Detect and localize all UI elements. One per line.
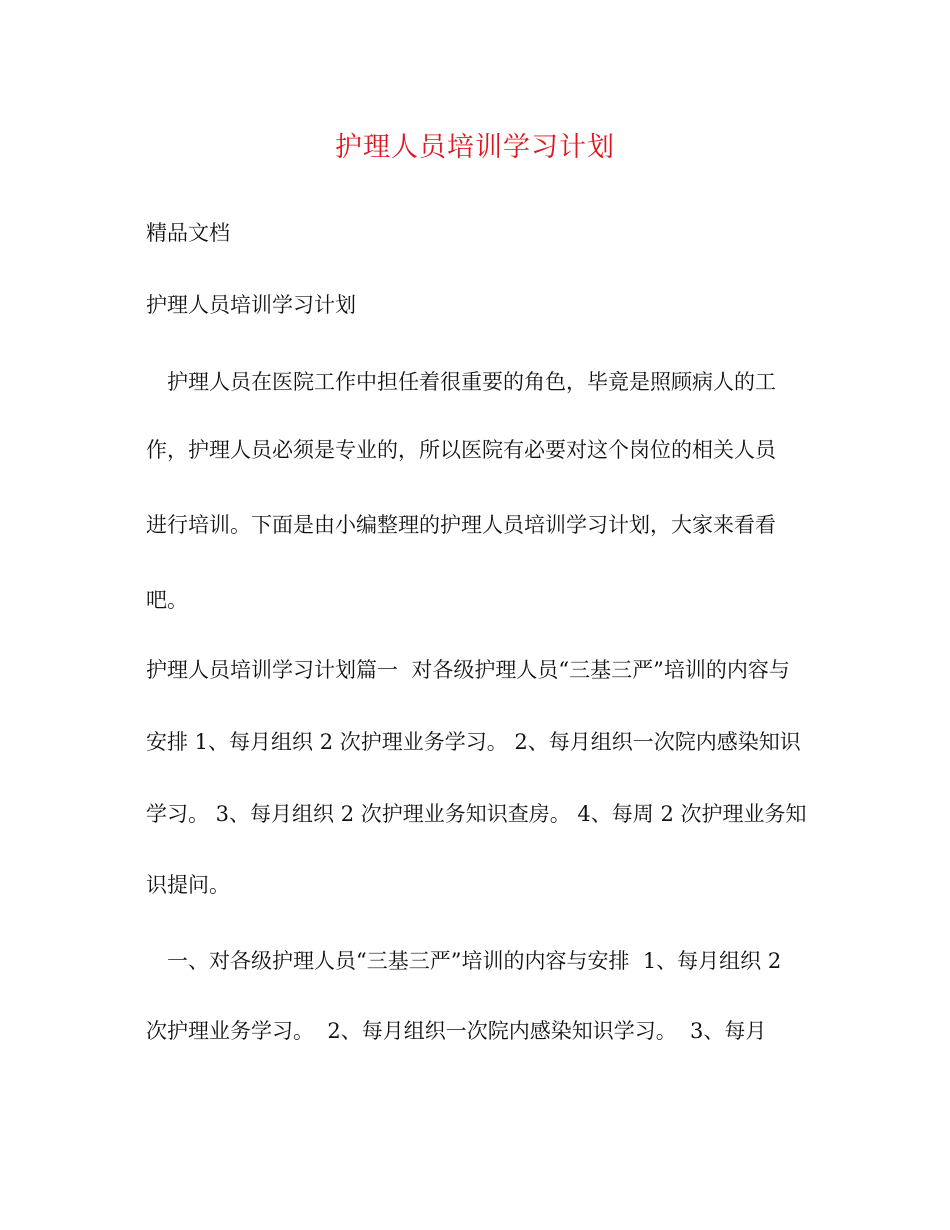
intro-paragraph-line: 进行培训。下面是由小编整理的护理人员培训学习计划，大家来看看	[146, 513, 776, 537]
intro-paragraph-line: 吧。	[146, 588, 188, 612]
doc-label-line: 精品文档	[146, 221, 230, 245]
intro-paragraph-line: 护理人员在医院工作中担任着很重要的角色，毕竟是照顾病人的工	[146, 370, 776, 394]
section-one-line: 安排 1、每月组织 2 次护理业务学习。 2、每月组织一次院内感染知识	[146, 730, 801, 754]
section-one-line: 护理人员培训学习计划篇一 对各级护理人员“三基三严”培训的内容与	[146, 658, 790, 682]
section-one-line: 识提问。	[146, 873, 230, 897]
section-two-line: 一、对各级护理人员“三基三严”培训的内容与安排 1、每月组织 2	[146, 949, 782, 973]
section-one-line: 学习。 3、每月组织 2 次护理业务知识查房。 4、每周 2 次护理业务知	[146, 802, 807, 826]
page-title: 护理人员培训学习计划	[335, 132, 615, 163]
intro-paragraph-line: 作，护理人员必须是专业的，所以医院有必要对这个岗位的相关人员	[146, 438, 776, 462]
section-two-line: 次护理业务学习。 2、每月组织一次院内感染知识学习。 3、每月	[146, 1019, 767, 1043]
subtitle-line: 护理人员培训学习计划	[146, 293, 356, 317]
